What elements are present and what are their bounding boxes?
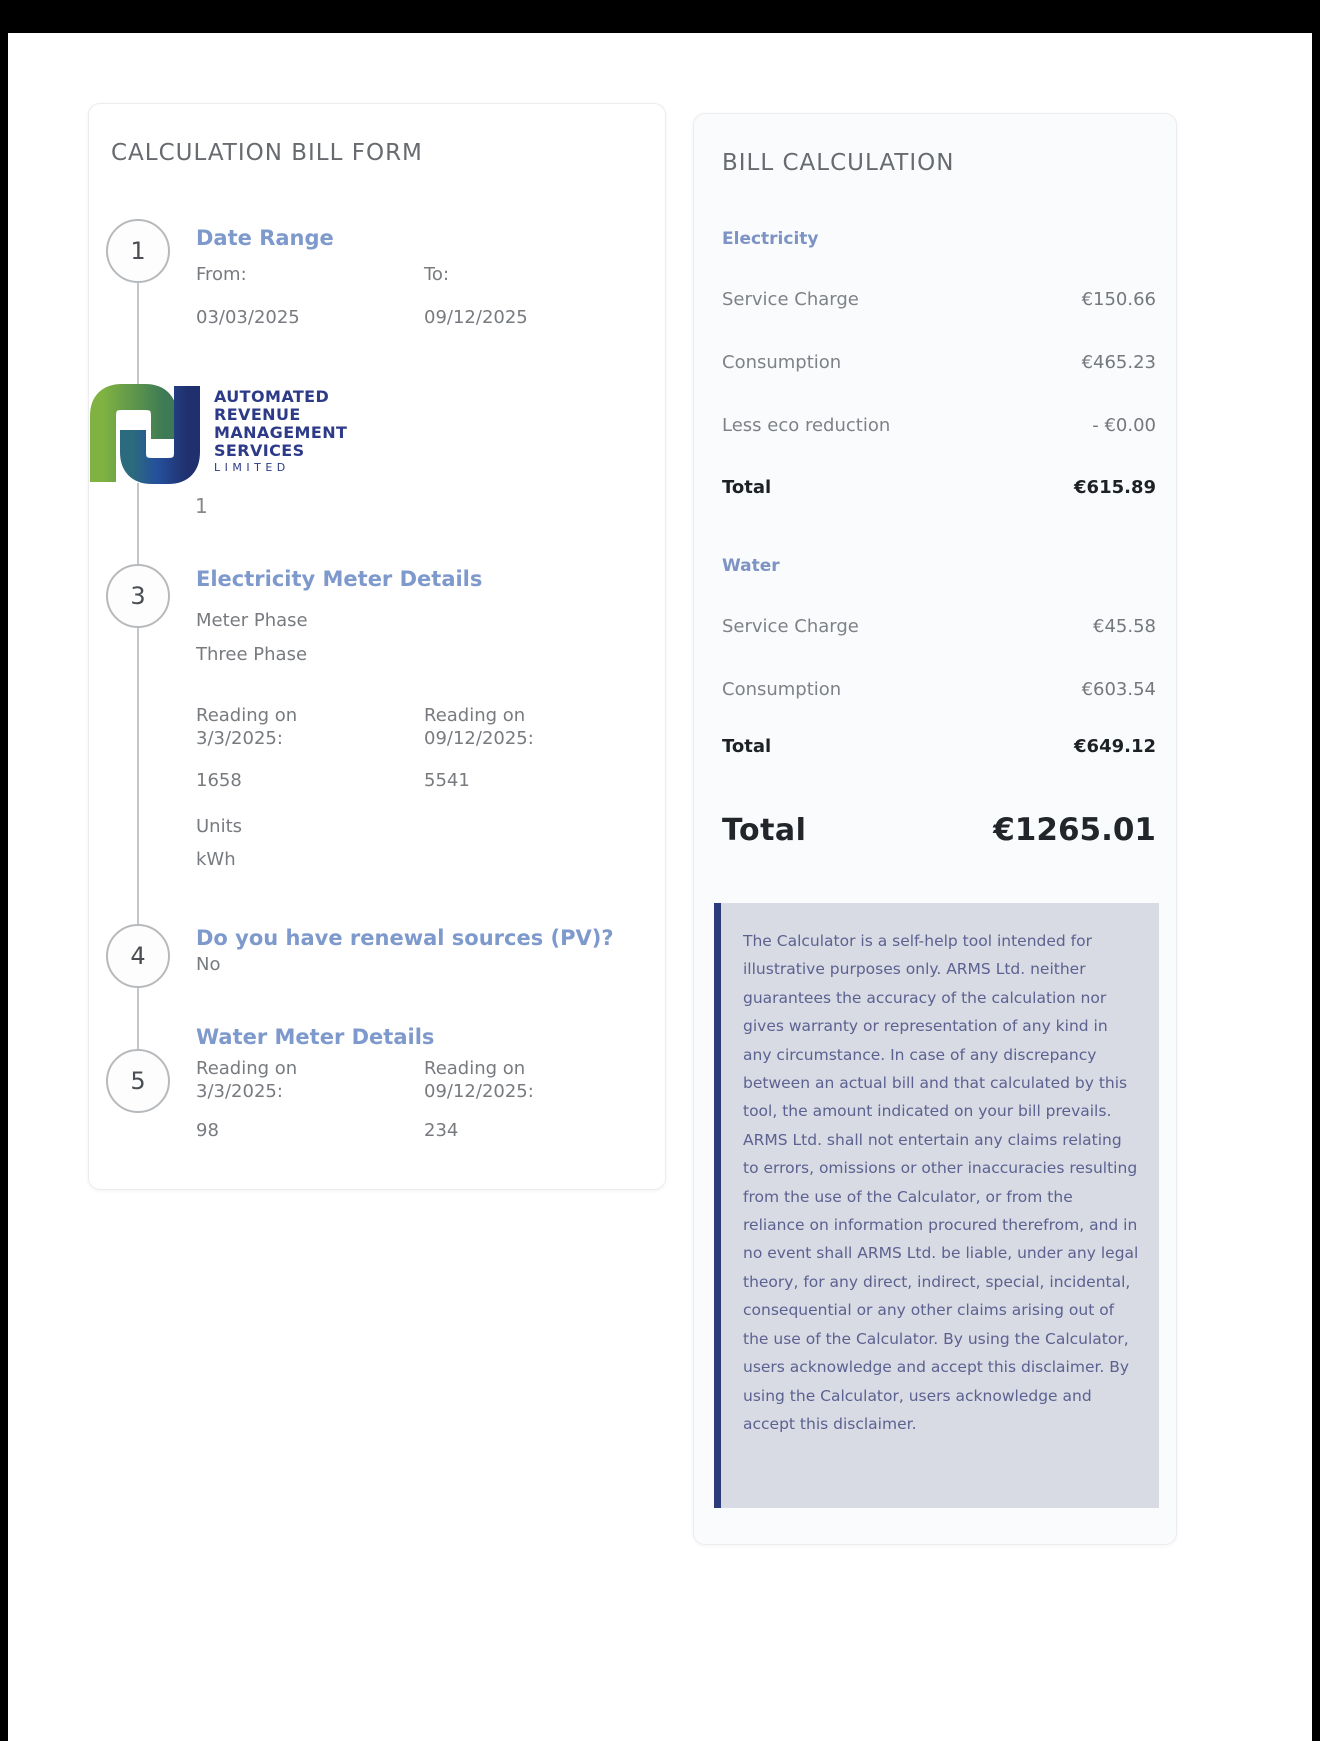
- bill-row: [722, 352, 1156, 373]
- water-reading1-value: 98: [196, 1120, 219, 1141]
- units-label: Units: [196, 816, 243, 837]
- electricity-total-row: [722, 477, 1156, 498]
- timeline-connector: [137, 283, 139, 384]
- arms-logo-icon: [89, 384, 201, 484]
- elec-reading2-label: Reading on 09/12/2025:: [424, 705, 534, 749]
- bill-row: [722, 415, 1156, 436]
- step-1-indicator: [106, 219, 170, 283]
- units-value: kWh: [196, 849, 236, 870]
- step-4-indicator: [106, 924, 170, 988]
- step-3-indicator: [106, 564, 170, 628]
- step-5-indicator: [106, 1049, 170, 1113]
- window-frame-right: [1312, 0, 1320, 1741]
- step-5-heading: Water Meter Details: [196, 1025, 435, 1049]
- grand-total-label: Total: [722, 813, 807, 848]
- timeline-connector: [137, 988, 139, 1049]
- pv-answer: No: [196, 954, 221, 975]
- elec-reading1-label: Reading on 3/3/2025:: [196, 705, 298, 749]
- row-label: Consumption: [722, 352, 842, 373]
- elec-reading2-value: 5541: [424, 770, 470, 791]
- arms-logo: [89, 384, 347, 484]
- row-value: €150.66: [1081, 289, 1156, 310]
- row-value: €45.58: [1093, 616, 1156, 637]
- electricity-section-label: Electricity: [722, 229, 819, 249]
- row-label: Less eco reduction: [722, 415, 891, 436]
- bill-row: [722, 679, 1156, 700]
- row-label: Consumption: [722, 679, 842, 700]
- calculation-bill-form-card: [88, 103, 666, 1190]
- water-total-row: [722, 736, 1156, 757]
- water-reading1-label: Reading on 3/3/2025:: [196, 1058, 298, 1102]
- step-3-heading: Electricity Meter Details: [196, 567, 483, 591]
- row-label: Service Charge: [722, 289, 859, 310]
- bill-row: [722, 616, 1156, 637]
- total-label: Total: [722, 477, 772, 498]
- row-value: - €0.00: [1092, 415, 1156, 436]
- total-value: €615.89: [1074, 477, 1156, 498]
- row-value: €603.54: [1081, 679, 1156, 700]
- date-to-label: To:: [424, 264, 450, 285]
- logo-line: REVENUE: [214, 405, 301, 424]
- bill-row: [722, 289, 1156, 310]
- water-reading2-value: 234: [424, 1120, 459, 1141]
- date-to-value: 09/12/2025: [424, 307, 528, 328]
- water-section-label: Water: [722, 556, 780, 576]
- step-1-number: 1: [130, 237, 146, 265]
- step-5-number: 5: [130, 1067, 146, 1095]
- logo-line: MANAGEMENT: [214, 423, 348, 442]
- meter-phase-label: Meter Phase: [196, 610, 308, 631]
- step-1-heading: Date Range: [196, 226, 334, 250]
- date-from-label: From:: [196, 264, 247, 285]
- logo-line: AUTOMATED: [214, 387, 330, 406]
- step-2-remnant-value: 1: [195, 494, 208, 518]
- total-label: Total: [722, 736, 772, 757]
- meter-phase-value: Three Phase: [196, 644, 308, 665]
- disclaimer-text: The Calculator is a self-help tool intended for illustrative purposes only. ARMS Ltd. neither guarantees the accuracy of the calculation nor gives warranty or representation of any kind in any circumstance. In case of any discrepancy between an actual bill and that calculated by this tool, the amount indicated on your bill prevails. ARMS Ltd. shall not entertain any claims relating to errors, omissions or other inaccuracies resulting from the use of the Calculator, or from the reliance on information procured therefrom, and in no event shall ARMS Ltd. be liable, under any legal theory, for any direct, indirect, special, incidental, consequential or any other claims arising out of the use of the Calculator. By using the Calculator, users acknowledge and accept this disclaimer. By using the Calculator, users acknowledge and accept this disclaimer.: [743, 932, 1139, 1433]
- row-label: Service Charge: [722, 616, 859, 637]
- disclaimer-box: [714, 903, 1159, 1508]
- window-frame-left: [0, 0, 8, 1741]
- form-title: CALCULATION BILL FORM: [111, 140, 423, 166]
- bill-title: BILL CALCULATION: [722, 150, 955, 176]
- timeline-connector: [137, 483, 139, 564]
- step-4-heading: Do you have renewal sources (PV)?: [196, 926, 614, 950]
- logo-limited: LIMITED: [214, 461, 290, 474]
- grand-total-row: [722, 812, 1156, 848]
- elec-reading1-value: 1658: [196, 770, 242, 791]
- bill-calculation-card: [693, 113, 1177, 1545]
- arms-logo-text: [214, 388, 347, 474]
- row-value: €465.23: [1081, 352, 1156, 373]
- step-4-number: 4: [130, 942, 146, 970]
- timeline-connector: [137, 628, 139, 924]
- date-from-value: 03/03/2025: [196, 307, 300, 328]
- step-3-number: 3: [130, 582, 146, 610]
- logo-line: SERVICES: [214, 441, 305, 460]
- window-frame-top: [0, 0, 1320, 33]
- water-reading2-label: Reading on 09/12/2025:: [424, 1058, 534, 1102]
- total-value: €649.12: [1074, 736, 1156, 757]
- grand-total-value: €1265.01: [993, 812, 1156, 848]
